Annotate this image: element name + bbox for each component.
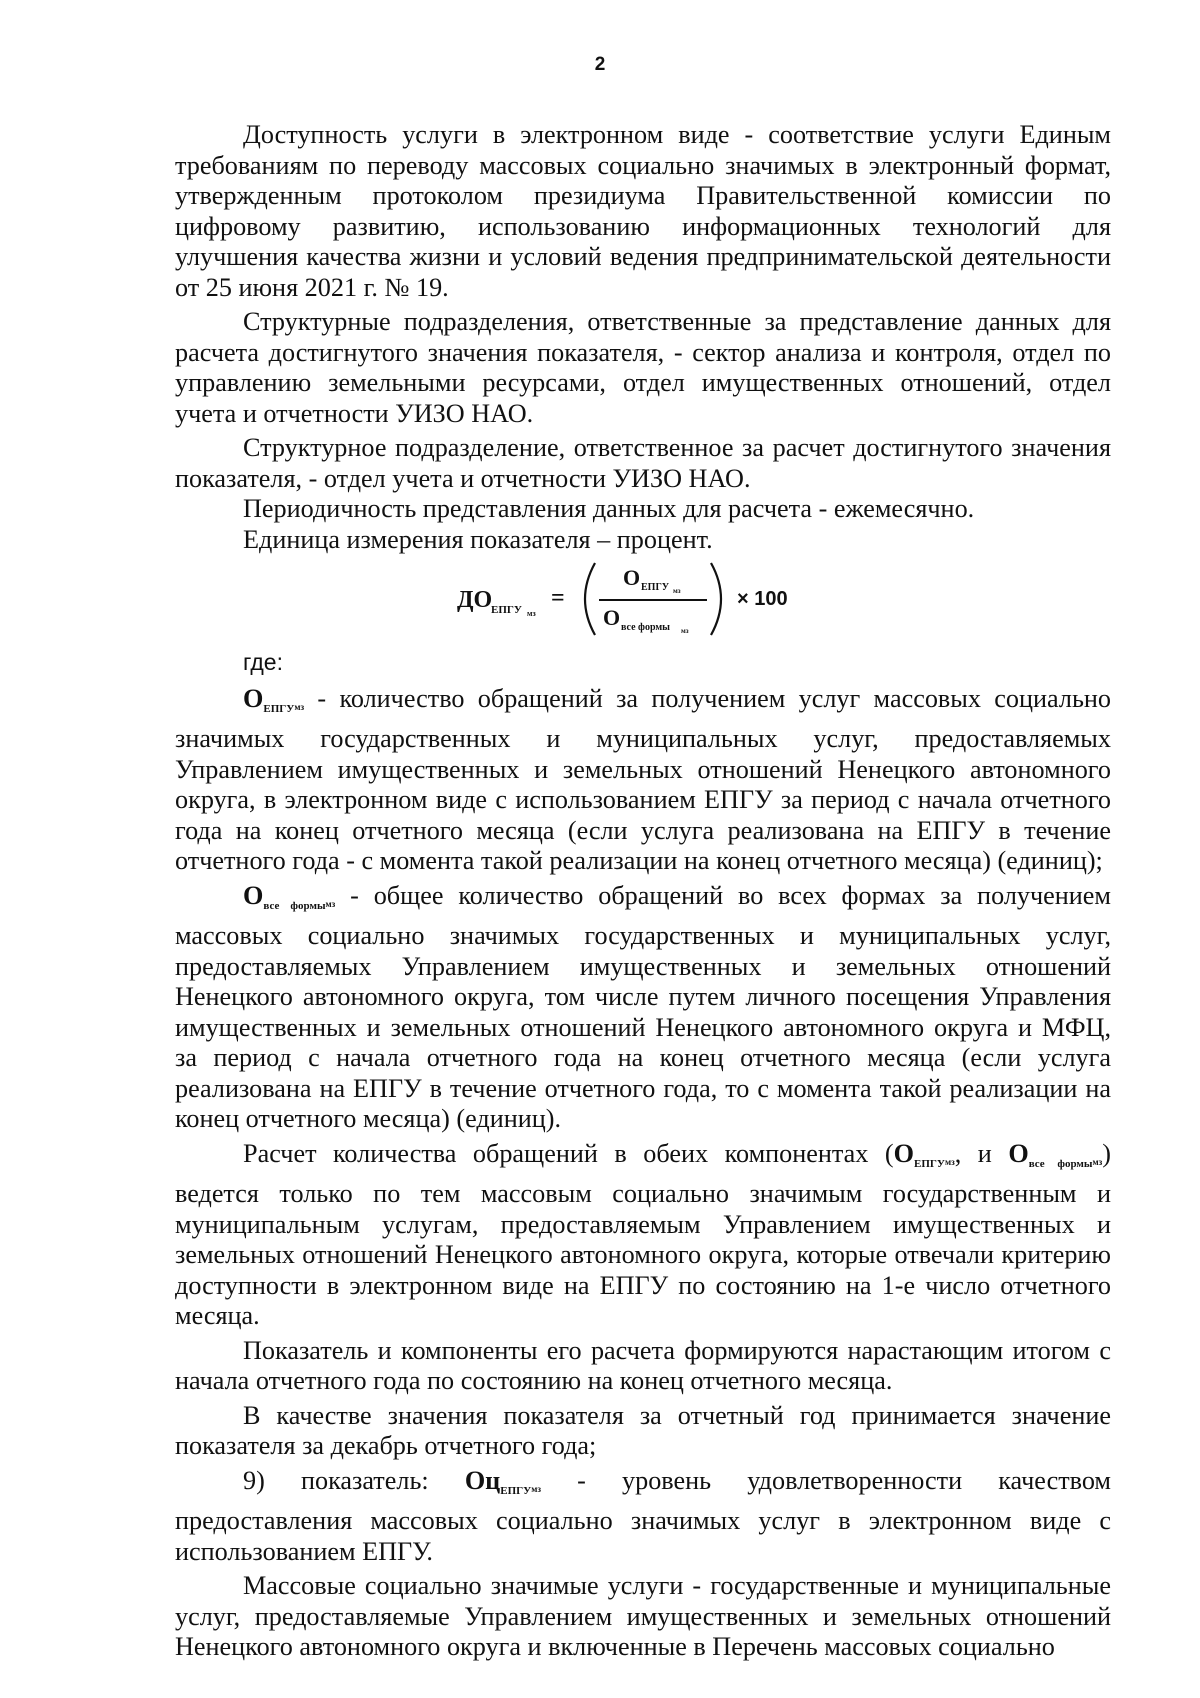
symbol-o-all-inline: $О_{все формы}мз$ [1008, 1138, 1103, 1170]
symbol-o-all: $О_{все формы}мз$ [243, 880, 336, 912]
symbol-oc-epgu: $Оц_{ЕПГУ}мз$ [464, 1465, 541, 1497]
document-body [175, 120, 1111, 1663]
formula-right-paren [711, 563, 721, 635]
paragraph-responsible-unit: Структурное подразделение, ответственное за расчет достигнутого значения показателя, - отдел учета и отчетности УИЗО НАО. [175, 433, 1111, 493]
formula-graphic [175, 555, 1111, 643]
paragraph-cumulative: Показатель и компоненты его расчета формируются нарастающим итогом с начала отчетного года по состоянию на конец отчетного месяца. [175, 1335, 1111, 1395]
paragraph-o-all-def [175, 881, 1111, 1135]
o-all-definition: - общее количество обращений во всех формах за получением массовых социально значимых государственных и муниципальных услуг, предоставляемых Управлением имущественных и земельных отношений Ненецкого автономного округа, том числе путем личного посещения Управления имущественных и земельных отношений Ненецкого автономного округа и МФЦ, за период с начала отчетного года на конец отчетного месяца (если услуга реализована на ЕПГУ в течение отчетного года, то с момента такой реализации на конец отчетного месяца) (единиц). [175, 880, 1111, 1133]
paragraph-availability: Доступность услуги в электронном виде - соответствие услуги Единым требованиям по переводу массовых социально значимых в электронный формат, утвержденным протоколом президиума Правительственной комиссии по цифровому развитию, использованию информационных технологий для улучшения качества жизни и условий ведения предпринимательской деятельности от 25 июня 2021 г. № 19. [175, 120, 1111, 302]
paragraph-structural-units: Структурные подразделения, ответственные за представление данных для расчета достигнутого значения показателя, - сектор анализа и контроля, отдел по управлению земельными ресурсами, отдел имущественных отношений, отдел учета и отчетности УИЗО НАО. [175, 307, 1111, 428]
formula [175, 555, 1111, 643]
page-number: 2 [594, 54, 606, 75]
paragraph-indicator-9: 9) показатель: $Оц_{ЕПГУ}мз$ - уровень удовлетворенности качеством предоставления массовых социально значимых услуг в электронном виде с использованием ЕПГУ. [175, 1465, 1111, 1566]
symbol-o-epgu-inline: $О_{ЕПГУ}мз$ [893, 1138, 955, 1170]
formula-num-main: О [623, 565, 641, 590]
formula-left-paren [585, 563, 595, 635]
paragraph-calculation: Расчет количества обращений в обеих компонентах ($О_{ЕПГУ}мз$, и $О_{все формы}мз$) ведется только по тем массовым социально значимым государственным и муниципальным услугам, предоставляемым Управлением имущественных и земельных отношений Ненецкого автономного округа, которые отвечали критерию доступности в электронном виде на ЕПГУ по состоянию на 1-е число отчетного месяца. [175, 1138, 1112, 1330]
paragraph-unit: Единица измерения показателя – процент. [243, 524, 713, 554]
formula-den-sub: все формы [621, 622, 670, 633]
paragraph-annual-value: В качестве значения показателя за отчетный год принимается значение показателя за декабрь отчетного года; [175, 1400, 1111, 1460]
o-epgu-definition: - количество обращений за получением услуг массовых социально значимых государственных и муниципальных услуг, предоставляемых Управлением имущественных и земельных отношений Ненецкого автономного округа, в электронном виде с использованием ЕПГУ за период с начала отчетного года на конец отчетного месяца (если услуга реализована на ЕПГУ в течение отчетного года - с момента такой реализации на конец отчетного месяца) (единиц); [175, 683, 1111, 875]
formula-den-subsub: мз [681, 627, 689, 635]
formula-equals: = [551, 585, 565, 611]
formula-times-100: × 100 [737, 588, 788, 610]
formula-lhs-subsub: мз [527, 609, 536, 618]
formula-lhs-sub: ЕПГУ [491, 604, 522, 616]
formula-num-sub: ЕПГУ [641, 582, 670, 593]
paragraph-o-epgu-def [175, 684, 1111, 877]
formula-lhs-main: ДО [457, 587, 493, 613]
formula-num-subsub: мз [673, 587, 681, 595]
where-label: где: [243, 649, 283, 675]
symbol-o-epgu: $О_{ЕПГУ}мз$ [243, 683, 305, 715]
paragraph-periodicity: Периодичность представления данных для расчета - ежемесячно. [243, 494, 975, 523]
formula-den-main: О [603, 605, 621, 630]
paragraph-mass-services: Массовые социально значимые услуги - государственные и муниципальные услуг, предоставляемые Управлением имущественных и земельных отношений Ненецкого автономного округа и включенные в Перечень массовых социально [175, 1571, 1111, 1661]
